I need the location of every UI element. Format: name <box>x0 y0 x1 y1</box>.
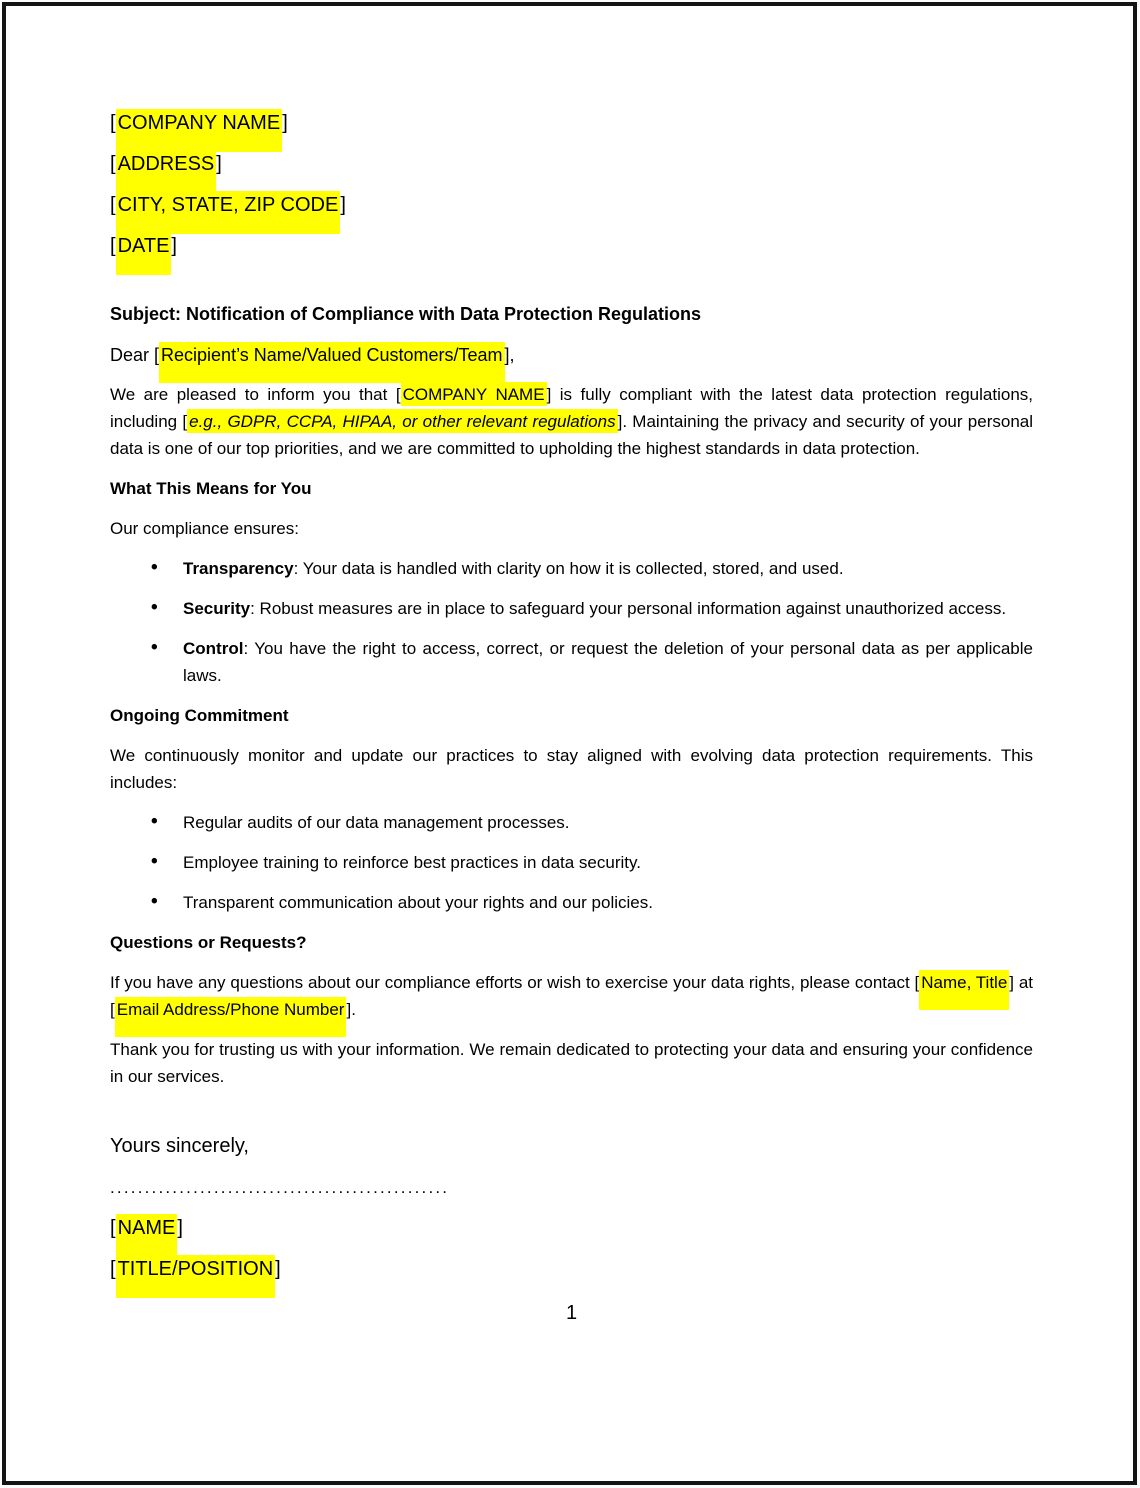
document-page <box>2 2 1137 1485</box>
address-line <box>110 149 1033 180</box>
company-name-line <box>110 108 1033 139</box>
intro-segment: ] is fully compliant with the latest data protection regulations, including [ <box>110 385 1033 431</box>
recipient-placeholder: Recipient’s Name/Valued Customers/Team <box>159 342 504 383</box>
thanks-paragraph: Thank you for trusting us with your information. We remain dedicated to protecting your data and ensuring your confidence in our services. <box>110 1040 1033 1086</box>
salutation-text: Dear [ <box>110 345 160 365</box>
intro-paragraph <box>110 381 1033 462</box>
bracket-open: [ <box>110 112 116 134</box>
contact-channel-placeholder: Email Address/Phone Number <box>115 997 347 1037</box>
salutation-line <box>110 340 1033 371</box>
signature-title-line <box>110 1254 1033 1285</box>
salutation-close: ], <box>504 345 515 365</box>
signature-name-placeholder: NAME <box>116 1214 178 1257</box>
bullet-lead: Control <box>183 639 244 658</box>
list-item-transparency <box>110 555 1033 582</box>
bracket-close: ] <box>177 1217 183 1239</box>
bracket-close: ] <box>340 194 346 216</box>
address-placeholder: ADDRESS <box>116 150 217 193</box>
page-number: 1 <box>565 1302 578 1324</box>
subject-line: Subject: Notification of Compliance with Data Protection Regulations <box>110 304 702 324</box>
list-item-communication: • Transparent communication about your rights and our policies. <box>110 889 1033 916</box>
bullet-text: : Robust measures are in place to safeguard your personal information against unauthorized access. <box>250 599 1007 618</box>
bracket-open: [ <box>110 153 116 175</box>
city-state-zip-placeholder: CITY, STATE, ZIP CODE <box>116 191 341 234</box>
signature-name-line <box>110 1213 1033 1244</box>
compliance-bullet-list <box>110 555 1033 689</box>
signature-title-placeholder: TITLE/POSITION <box>116 1255 276 1298</box>
bullet-lead: Transparency <box>183 559 294 578</box>
company-name-inline-placeholder: COMPANY NAME <box>401 382 547 406</box>
bracket-open: [ <box>110 235 116 257</box>
date-placeholder: DATE <box>116 232 172 275</box>
signature-dotted-line: ................................................. <box>110 1178 450 1197</box>
contact-name-placeholder: Name, Title <box>919 970 1009 1010</box>
contact-segment: If you have any questions about our compliance efforts or wish to exercise your data rights, please contact [ <box>110 973 920 992</box>
list-item-training: • Employee training to reinforce best practices in data security. <box>110 849 1033 876</box>
section-heading-questions: Questions or Requests? <box>110 933 307 952</box>
letter-content <box>6 6 1133 1325</box>
contact-segment: ]. <box>346 1000 356 1019</box>
compliance-lede: Our compliance ensures: <box>110 519 299 538</box>
bracket-open: [ <box>110 1258 116 1280</box>
bracket-open: [ <box>110 194 116 216</box>
bracket-close: ] <box>171 235 177 257</box>
commitment-bullet-list <box>110 809 1033 916</box>
bracket-close: ] <box>275 1258 281 1280</box>
bullet-text: : You have the right to access, correct, or request the deletion of your personal data as per applicable laws. <box>183 639 1033 685</box>
contact-paragraph <box>110 969 1033 1023</box>
list-item-control <box>110 635 1033 689</box>
intro-segment: We are pleased to inform you that [ <box>110 385 401 404</box>
list-item-security <box>110 595 1033 622</box>
list-item-audits: • Regular audits of our data management processes. <box>110 809 1033 836</box>
intro-segment: ]. Maintaining the privacy and security of your personal data is one of our top priorities, and we are committed to upholding the highest standards in data protection. <box>110 412 1033 458</box>
bullet-lead: Security <box>183 599 251 618</box>
bracket-open: [ <box>110 1217 116 1239</box>
regulations-placeholder: e.g., GDPR, CCPA, HIPAA, or other relevant regulations <box>187 409 617 433</box>
section-heading-ongoing-commitment: Ongoing Commitment <box>110 706 289 725</box>
bullet-text: : Your data is handled with clarity on how it is collected, stored, and used. <box>293 559 844 578</box>
section-heading-what-this-means: What This Means for You <box>110 479 312 498</box>
bracket-close: ] <box>282 112 288 134</box>
company-name-placeholder: COMPANY NAME <box>116 109 283 152</box>
commitment-lede: We continuously monitor and update our practices to stay aligned with evolving data protection requirements. This includes: <box>110 746 1033 792</box>
date-line <box>110 231 1033 262</box>
contact-segment: ] at [ <box>110 973 1033 1019</box>
bracket-close: ] <box>216 153 222 175</box>
city-state-zip-line <box>110 190 1033 221</box>
valediction-line: Yours sincerely, <box>110 1135 249 1157</box>
